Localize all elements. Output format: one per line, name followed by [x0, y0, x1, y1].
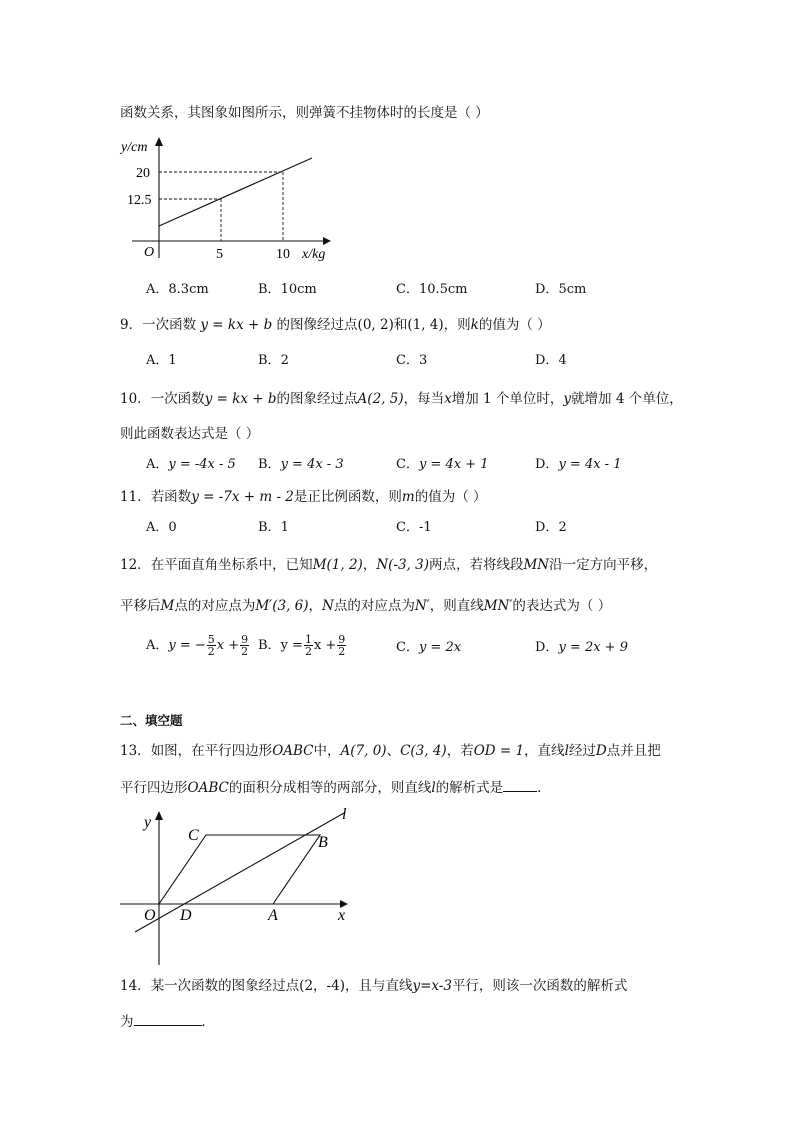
- q12-option-b: B．y = $\frac{1}{2}$ x + $\frac{9}{2}$: [258, 633, 346, 658]
- q8-option-c: C．10.5cm: [396, 282, 468, 297]
- q13-line-l: [135, 813, 344, 932]
- q10-option-a: A．y = -4x - 5: [146, 457, 236, 472]
- q9-option-d: D．4: [535, 353, 567, 368]
- q9-option-b: B．2: [258, 353, 289, 368]
- q9-option-a: A．1: [146, 353, 177, 368]
- q10-stem-line1: 10．一次函数y = kx + b的图象经过点A(2, 5)，每当x增加 1 个单位时，y就增加 4 个单位，: [120, 391, 683, 407]
- q8-stem: 函数关系，其图象如图所示，则弹簧不挂物体时的长度是（ ）: [120, 105, 489, 121]
- q8-tick-10: 10: [276, 247, 290, 262]
- q12-option-a: A．y = − $\frac{5}{2}$ x + $\frac{9}{2}$: [146, 633, 249, 658]
- q14-answer-blank[interactable]: [134, 1012, 202, 1026]
- q13-label-y: y: [144, 814, 152, 831]
- q10-stem-line2: 则此函数表达式是（ ）: [120, 426, 260, 442]
- q13-label-D: D: [180, 907, 192, 924]
- q12-stem-line1: 12．在平面直角坐标系中，已知M(1, 2)，N(-3, 3)两点，若将线段MN沿一定方向平移，: [120, 557, 658, 573]
- q11-option-c: C．-1: [396, 520, 432, 535]
- q13-label-x: x: [338, 907, 346, 924]
- q8-tick-20: 20: [136, 166, 150, 181]
- q10-option-c: C．y = 4x + 1: [396, 457, 489, 472]
- q11-option-a: A．0: [146, 520, 177, 535]
- q11-option-b: B．1: [258, 520, 289, 535]
- q13-label-A: A: [268, 907, 278, 924]
- q14-stem-line1: 14．某一次函数的图象经过点(2，-4)，且与直线y=x-3平行，则该一次函数的解析式: [120, 978, 628, 994]
- q9-stem: 9．一次函数 y = kx + b 的图像经过点(0, 2)和(1, 4)，则k的值为（ ）: [120, 317, 551, 333]
- q11-stem: 11．若函数y = -7x + m - 2是正比例函数，则m的值为（ ）: [120, 489, 487, 505]
- q8-y-label: y/cm: [121, 140, 148, 155]
- q13-label-O: O: [144, 907, 156, 924]
- q8-option-d: D．5cm: [535, 282, 587, 297]
- q13-label-C: C: [188, 827, 199, 844]
- q13-parallelogram: [159, 835, 320, 904]
- q8-tick-12-5: 12.5: [127, 193, 152, 208]
- q8-x-label: x/kg: [302, 247, 326, 262]
- q12-stem-line2: 平移后M点的对应点为M′(3, 6)，N点的对应点为N′，则直线MN′的表达式为（ ）: [120, 598, 612, 614]
- q10-option-b: B．y = 4x - 3: [258, 457, 344, 472]
- q10-option-d: D．y = 4x - 1: [535, 457, 622, 472]
- section-title-fill-in: 二、填空题: [120, 713, 183, 728]
- q14-stem-line2: 为 ．: [120, 1014, 215, 1030]
- q9-option-c: C．3: [396, 353, 428, 368]
- q8-graph: [118, 134, 340, 262]
- q8-tick-5: 5: [216, 247, 223, 262]
- q11-option-d: D．2: [535, 520, 567, 535]
- q8-option-b: B．10cm: [258, 282, 317, 297]
- q13-answer-blank[interactable]: [503, 778, 537, 792]
- q8-option-a: A．8.3cm: [146, 282, 209, 297]
- q8-origin: O: [144, 245, 155, 260]
- q13-graph: [118, 803, 364, 969]
- q13-label-l: l: [342, 806, 347, 823]
- q13-stem-line1: 13．如图，在平行四边形OABC中，A(7, 0)、C(3, 4)，若OD = 1，直线l经过D点并且把: [120, 743, 661, 759]
- q13-label-B: B: [318, 834, 328, 851]
- q13-stem-line2: 平行四边形OABC的面积分成相等的两部分，则直线l的解析式是 ．: [120, 780, 551, 796]
- q12-option-d: D．y = 2x + 9: [535, 640, 628, 655]
- q12-option-c: C．y = 2x: [396, 640, 462, 655]
- q8-graph-line: [159, 158, 312, 226]
